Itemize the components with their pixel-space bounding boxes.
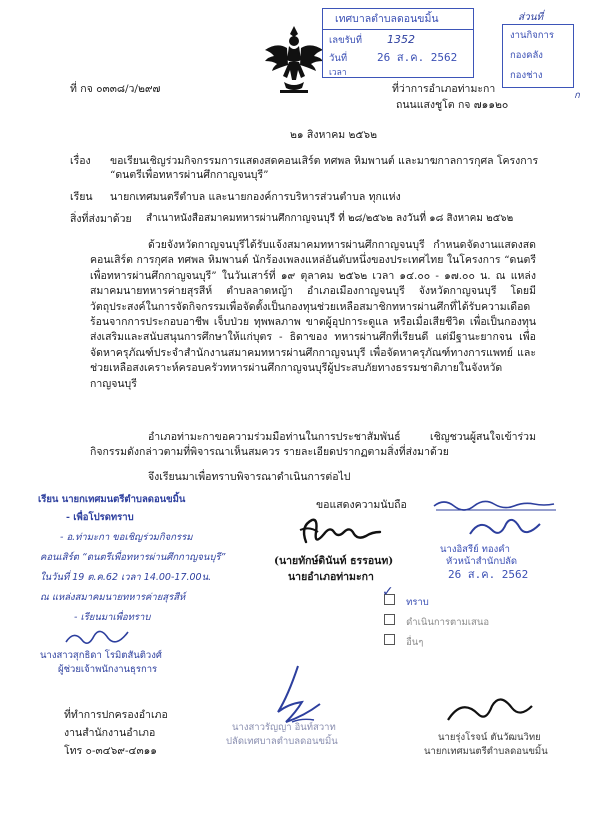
receipt-number: 1352 (387, 33, 415, 46)
footer-office: ที่ทำการปกครองอำเภอ (64, 709, 168, 721)
routing-stamp (500, 14, 584, 106)
checkmark-icon: ✓ (382, 584, 394, 600)
right-note-stamp-title: หัวหน้าสำนักปลัด (446, 556, 518, 567)
left-note-line-6: - เรียนมาเพื่อทราบ (74, 612, 151, 623)
check-label-2: ดำเนินการตามเสนอ (406, 617, 490, 628)
check-row-2 (384, 610, 534, 630)
right-handwritten-scribble (430, 494, 570, 514)
receipt-stamp-org: เทศบาลตำบลดอนขมิ้น (335, 13, 439, 25)
doc-number: ที่ กจ ๐๓๓๘/ว/๒๙๗ (70, 83, 161, 95)
left-note-line-3: คอนเสิร์ต “ดนตรีเพื่อทหารผ่านศึกกาญจนบุรี” (40, 552, 226, 563)
left-note-to: เรียน นายกเทศมนตรีตำบลดอนขมิ้น (38, 494, 186, 505)
right-note-bottom-name: นายรุ่งโรจน์ ตันวัฒนวิทย (438, 732, 541, 743)
subject-text-2: “ดนตรีเพื่อทหารผ่านศึกกาญจนบุรี” (110, 169, 269, 181)
sender-address-2: ถนนแสงชูโต กจ ๗๑๑๒๐ (396, 99, 509, 111)
receipt-stamp (322, 8, 474, 78)
mid-signature (258, 664, 338, 728)
receipt-date-label: วันที่ (329, 53, 348, 64)
closing-text: ขอแสดงความนับถือ (316, 499, 407, 511)
right-note-bottom-title: นายกเทศมนตรีตำบลดอนขมิ้น (424, 746, 548, 757)
routing-item-1: งานกิจการ (510, 30, 554, 41)
stamp-divider (323, 29, 473, 30)
routing-top: ส่วนที่ (518, 12, 544, 23)
body-paragraph-2: อำเภอท่ามะกาขอความร่วมมือท่านในการประชาสัมพันธ์ เชิญชวนผู้สนใจเข้าร่วมกิจกรรมดังกล่าวตามที่พิจารณาเห็นสมควร รายละเอียดปรากฏตามสิ่งที่ส่งมาด้วย (90, 431, 536, 459)
mid-note-name: นางสาวรัญญา อินท์สวาท (232, 722, 336, 733)
mid-note-title: ปลัดเทศบาลตำบลดอนขมิ้น (226, 736, 338, 747)
body-paragraph-1: ด้วยจังหวัดกาญจนบุรีได้รับแจ้งสมาคมทหารผ่านศึกกาญจนบุรี กำหนดจัดงานแสดงสดคอนเสิร์ต การกุศล ทศพล หิมพานต์ นักร้องเพลงแหล่อันดับหนึ่งของประเทศไทย ในโครงการ “ดนตรีเพื่อทหารผ่านศึกกาญจนบุรี” ในวันเสาร์ที่ ๑๙ ตุลาคม ๒๕๖๒ เวลา ๑๔.๐๐ - ๑๗.๐๐ น. ณ แหล่งสมาคมนายทหารค่ายสุรสีห์ ตำบลลาดหญ้า อำเภอเมืองกาญจนบุรี จังหวัดกาญจนบุรี โดยมีวัตถุประสงค์ในการจัดกิจกรรมเพื่อจัดตั้งเป็นกองทุนช่วยเหลือสมาชิกทหารผ่านศึกที่ได้รับความเดือดร้อนจากการประกอบอาชีพ เจ็บป่วย ทุพพลภาพ ขาดผู้อุปการะดูแล หรือเมื่อเสียชีวิต เพื่อเป็นกองทุนส่งเสริมและสนับสนุนการศึกษาให้แก่บุตร - ธิดาของ ทหารผ่านศึกที่เรียนดี แต่มีฐานะยากจน เพื่อจัดหาครุภัณฑ์ประจำสำนักงานสมาคมทหารผ่านศึกกาญจนบุรี เพื่อจัดหาครุภัณฑ์ทางการแพทย์ และช่วยเหลือสงเคราะห์ครอบครัวทหารผ่านศึกกาญจนบุรีผู้ประสบภัยทางธรรมชาติภายในจังหวัดกาญจนบุรี (90, 239, 536, 390)
enclosure-label: สิ่งที่ส่งมาด้วย (70, 213, 132, 225)
routing-item-2: กองคลัง (510, 50, 543, 61)
left-note-line-1: - เพื่อโปรดทราบ (66, 512, 134, 523)
garuda-emblem (262, 24, 326, 96)
left-note-signature (60, 626, 150, 648)
routing-note: ก (574, 90, 580, 101)
checkbox-2 (384, 614, 395, 625)
check-label-3: อื่นๆ (406, 637, 424, 648)
receipt-number-label: เลขรับที่ (329, 35, 362, 46)
letter-date: ๒๑ สิงหาคม ๒๕๖๒ (290, 129, 378, 141)
receipt-date: 26 ส.ค. 2562 (377, 51, 458, 64)
receipt-time-label: เวลา (329, 68, 347, 78)
footer-section: งานสำนักงานอำเภอ (64, 727, 156, 739)
sender-address-1: ที่ว่าการอำเภอท่ามะกา (392, 83, 496, 95)
right-note-stamp-date: 26 ส.ค. 2562 (448, 568, 529, 581)
enclosure-text: สำเนาหนังสือสมาคมทหารผ่านศึกกาญจนบุรี ที่ ๒๘/๒๕๖๒ ลงวันที่ ๑๘ สิงหาคม ๒๕๖๒ (146, 213, 514, 224)
left-note-signer-title: ผู้ช่วยเจ้าพนักงานธุรการ (58, 664, 158, 675)
check-label-1: ทราบ (406, 597, 429, 608)
left-note-line-4: ในวันที่ 19 ต.ค.62 เวลา 14.00-17.00น. (40, 572, 212, 583)
bottom-right-signature (440, 694, 540, 728)
to-label: เรียน (70, 191, 93, 203)
main-signature (286, 512, 396, 550)
body-paragraph-3: จึงเรียนมาเพื่อทราบพิจารณาดำเนินการต่อไป (148, 471, 351, 483)
subject-text: ขอเรียนเชิญร่วมกิจกรรมการแสดงสดคอนเสิร์ต ทศพล หิมพานต์ และมาฆกาลการกุศล โครงการ (110, 155, 539, 167)
left-note-signer: นางสาวสุกธิดา โรมิตสันติวงศ์ (40, 650, 162, 661)
check-row-1 (382, 584, 534, 610)
right-note-signature (460, 514, 560, 542)
footer-phone: โทร ๐-๓๔๖๙-๔๓๑๑ (64, 745, 157, 757)
subject-label: เรื่อง (70, 155, 91, 167)
routing-item-3: กองช่าง (510, 70, 543, 81)
to-text: นายกเทศมนตรีตำบล และนายกองค์การบริหารส่วนตำบล ทุกแห่ง (110, 191, 401, 203)
right-note-stamp-name: นางอิสรีย์ ทองคำ (440, 544, 510, 555)
signer-name: (นายทักษ์ดินันท์ ธรรอนท) (274, 555, 394, 567)
left-note-line-2: - อ.ท่ามะกา ขอเชิญร่วมกิจกรรม (60, 532, 193, 543)
checkbox-3 (384, 634, 395, 645)
signer-title: นายอำเภอท่ามะกา (288, 571, 374, 583)
check-row-3 (384, 630, 534, 650)
right-note-checklist (382, 584, 534, 650)
left-note-line-5: ณ แหล่งสมาคมนายทหารค่ายสุรสีห์ (40, 592, 186, 603)
